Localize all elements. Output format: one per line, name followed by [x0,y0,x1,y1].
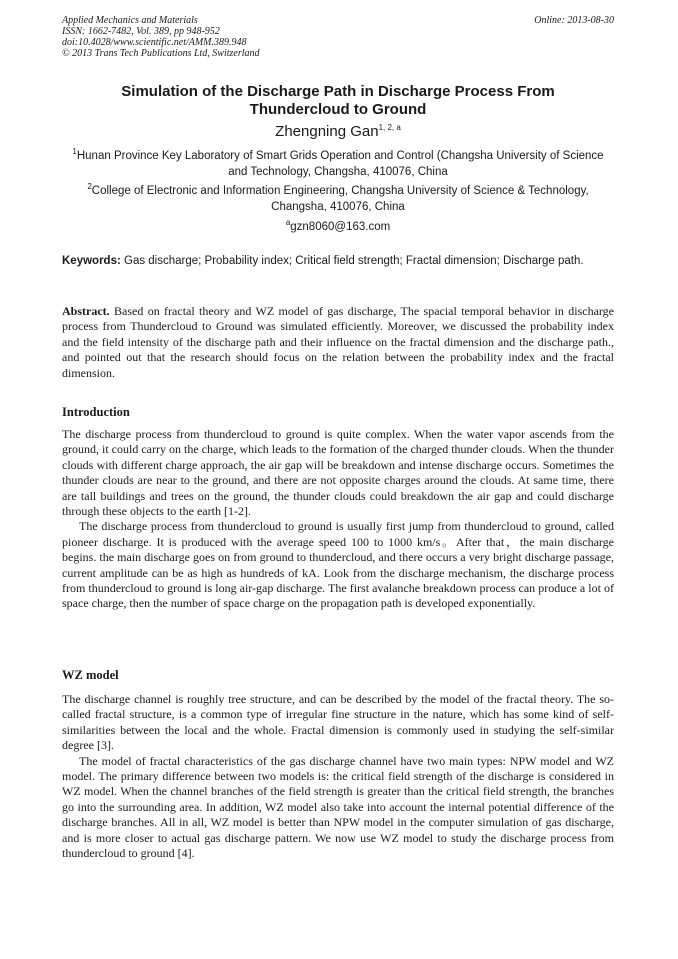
author-superscript: 1, 2, a [378,123,401,132]
email-superscript: a [285,218,291,228]
abstract-label: Abstract. [62,304,110,318]
paper-title-line-1: Simulation of the Discharge Path in Discharge Process From [121,83,555,100]
email-text: gzn8060@163.com [290,221,391,233]
keywords-block [62,254,614,270]
author-line [62,123,614,141]
section-heading-introduction: Introduction [62,405,130,419]
author-name: Zhengning Gan [275,123,379,140]
keywords-text: Gas discharge; Probability index; Critical field strength; Fractal dimension; Discharge path. [124,255,584,267]
wz-model-paragraph-2: The model of fractal characteristics of the gas discharge channel have two main types: NPW model and WZ model. The primary difference between two models is: the critical field strength of the discharge is considered in WZ model. When the channel branches of the field strength is greater than the critical field strength, the branches go into the surrounding area. In addition, WZ model also take into account the internal potential difference of the discharge branches. All in all, WZ model is better than NPW model in the computer simulation of gas discharge, and is more closer to actual gas discharge pattern. We now use WZ model to study the discharge process from thundercloud to ground [4]. [62,753,614,861]
introduction-section [62,427,614,612]
abstract-text: Based on fractal theory and WZ model of gas discharge, The spacial temporal behavior in discharge process from Thundercloud to Ground was simulated efficiently. Moreover, we discussed the probability index and the field intensity of the discharge path and their influence on the fractal dimension and the discharge path., and pointed out that the research should focus on the relation between the probability index and the fractal dimension. [62,304,614,380]
journal-issn: ISSN: 1662-7482, Vol. 389, pp 948-952 [62,26,220,37]
paper-title [62,83,614,119]
journal-copyright: © 2013 Trans Tech Publications Ltd, Switzerland [62,48,260,59]
journal-doi: doi:10.4028/www.scientific.net/AMM.389.948 [62,37,247,48]
affiliation-1-text: Hunan Province Key Laboratory of Smart Grids Operation and Control (Changsha University of Science and Technology, Changsha, 410076, China [76,150,604,178]
introduction-paragraph-1: The discharge process from thundercloud to ground is quite complex. When the water vapor ascends from the ground, it could carry on the charge, which leads to the formation of the charged thunder clouds. When the thunder clouds with different charge approach, the air gap will be breakdown and intense discharge occurs. Sometimes the thunder clouds are near to the ground, and there are not opposite charges around the clouds. At same time, there are tall buildings and trees on the ground, the thunder clouds could breakdown the air gap and could discharge through these objects to the earth [1-2]. [62,427,614,519]
wz-model-section [62,692,614,861]
online-date: Online: 2013-08-30 [534,15,614,26]
affiliation-2-text: College of Electronic and Information Engineering, Changsha University of Science & Technology, Changsha, 410076, China [91,185,589,213]
abstract-block [62,304,614,381]
affiliation-1-superscript: 1 [72,147,77,157]
affiliation-2-superscript: 2 [87,182,92,192]
journal-header [62,15,614,59]
journal-name: Applied Mechanics and Materials [62,15,198,26]
affiliation-2 [62,184,614,215]
wz-model-paragraph-1: The discharge channel is roughly tree structure, and can be described by the model of the fractal theory. The so-called fractal structure, is a common type of irregular fine structure in the nature, which has some kind of self-similarities between the local and the whole. Fractal dimension is commonly used in studying the self-similar degree [3]. [62,692,614,753]
introduction-paragraph-2: The discharge process from thundercloud to ground is usually first jump from thundercloud to ground, called pioneer discharge. It is produced with the average speed 100 to 1000 km/s。After that，the main discharge begins. the main discharge goes on from ground to thundercloud, and there occurs a very bright discharge passage, current amplitude can be as high as hundreds of kA. Look from the discharge mechanism, the discharge process from thundercloud to ground is long air-gap discharge. The first avalanche breakdown process can produce a lot of space charge, then the number of space charge on the propagation path is developed exponentially. [62,519,614,611]
affiliation-1 [62,149,614,180]
author-email [62,220,614,235]
section-heading-wz-model: WZ model [62,668,119,682]
paper-title-line-2: Thundercloud to Ground [249,101,427,118]
keywords-label: Keywords: [62,255,121,267]
